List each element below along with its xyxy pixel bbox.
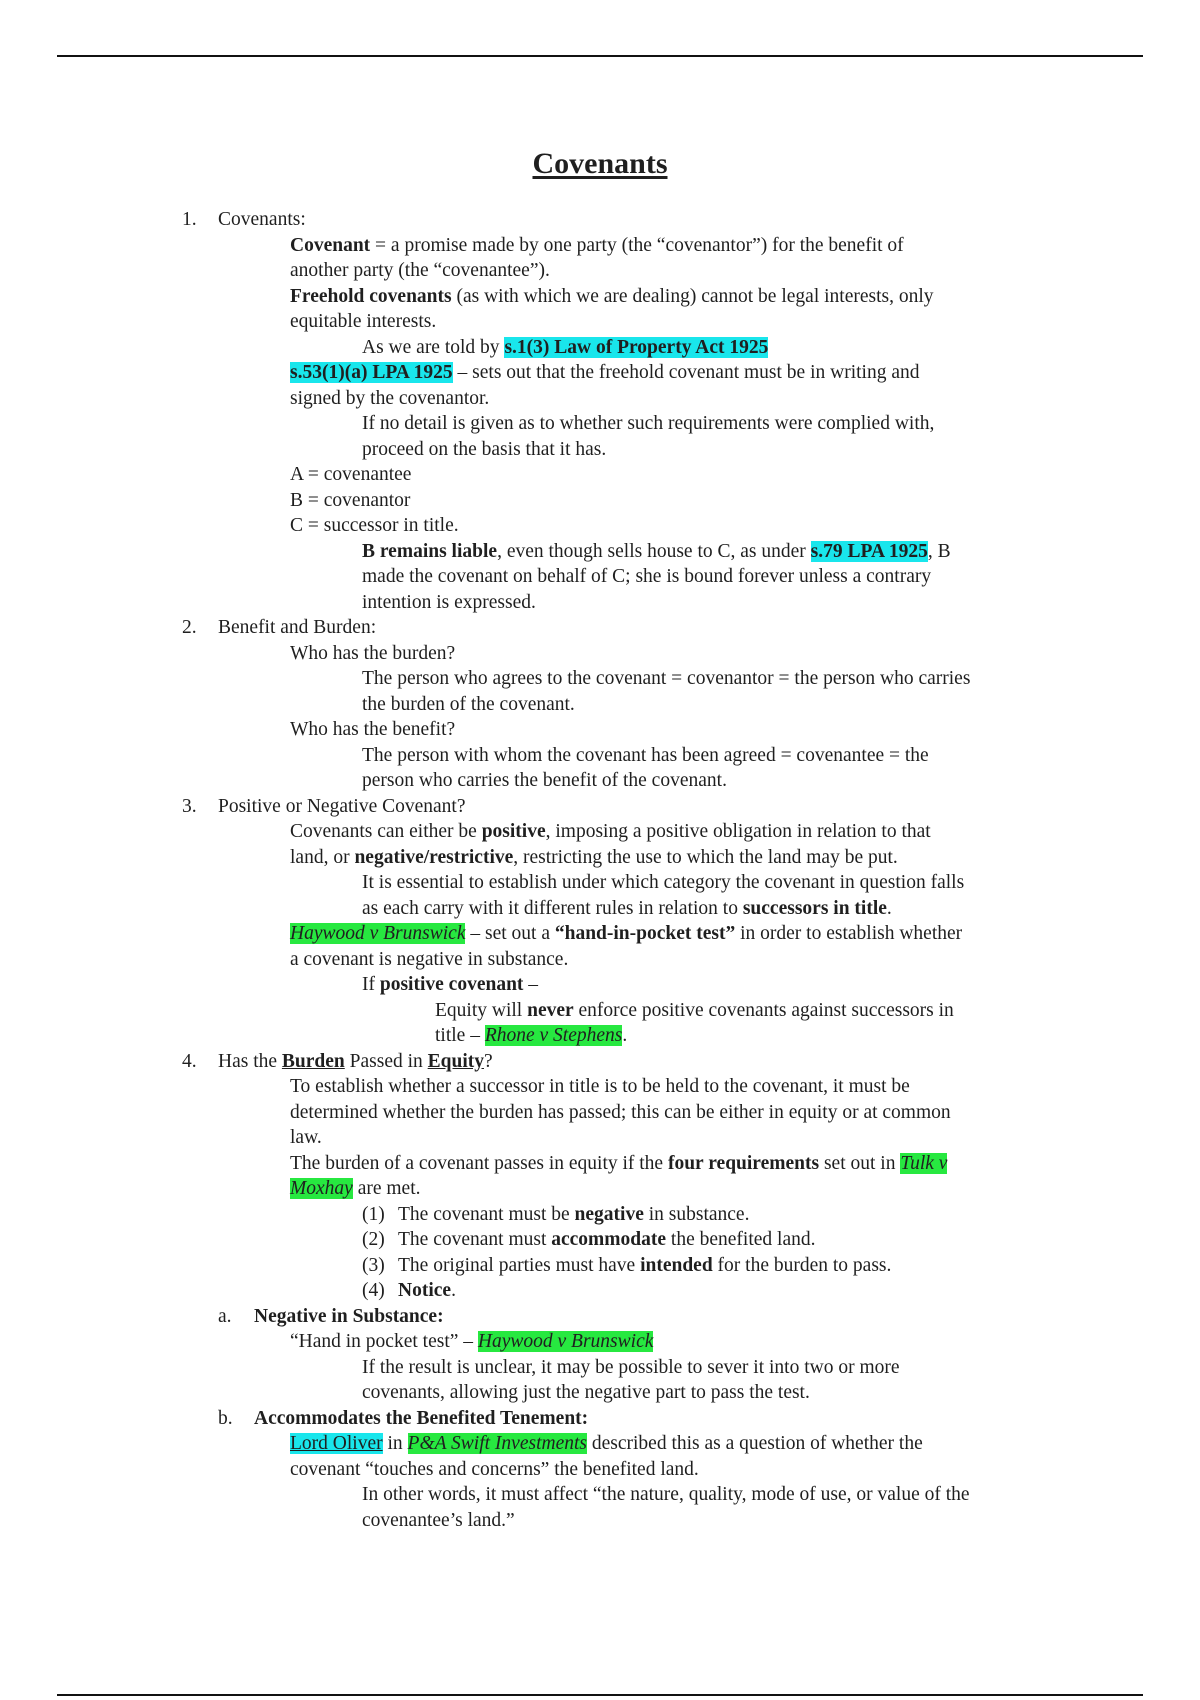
statute-citation: s.79 LPA 1925 xyxy=(810,540,928,562)
page-title: Covenants xyxy=(532,147,668,180)
text-line: title – Rhone v Stephens. xyxy=(435,1025,628,1046)
case-citation: Rhone v Stephens xyxy=(484,1025,623,1046)
text-line: Covenant = a promise made by one party (the “covenantor”) for the benefit of xyxy=(290,234,904,256)
section-2-heading: 2. Benefit and Burden: xyxy=(182,617,377,638)
text-line: intention is expressed. xyxy=(362,591,536,613)
case-citation: Moxhay xyxy=(290,1178,353,1199)
text-line: Equity will never enforce positive covenants against successors in xyxy=(435,999,954,1021)
text-line: “Hand in pocket test” – Haywood v Brunswick xyxy=(290,1331,654,1352)
text-line: made the covenant on behalf of C; she is bound forever unless a contrary xyxy=(362,566,932,587)
text-line: as each carry with it different rules in relation to successors in title. xyxy=(362,897,892,919)
case-citation: Haywood v Brunswick xyxy=(477,1331,654,1352)
text-line: Freehold covenants (as with which we are dealing) cannot be legal interests, only xyxy=(290,285,934,307)
section-4-heading: 4. Has the Burden Passed in Equity? xyxy=(182,1050,493,1072)
text-line: Covenants can either be positive, imposing a positive obligation in relation to that xyxy=(290,821,931,842)
text-line: If the result is unclear, it may be possible to sever it into two or more xyxy=(362,1356,900,1378)
requirement-item: (4) Notice. xyxy=(362,1280,456,1301)
text-line: person who carries the benefit of the covenant. xyxy=(362,770,727,791)
document-body xyxy=(0,207,1200,1533)
subsection-b-heading: b. Accommodates the Benefited Tenement: xyxy=(218,1407,589,1429)
text-line: signed by the covenantor. xyxy=(290,387,490,409)
subsection-a-heading: a. Negative in Substance: xyxy=(218,1305,444,1327)
text-line: law. xyxy=(290,1127,322,1148)
text-line: In other words, it must affect “the nature, quality, mode of use, or value of the xyxy=(362,1484,970,1505)
text-line: A = covenantee xyxy=(290,464,412,485)
text-line: the burden of the covenant. xyxy=(362,693,575,715)
text-line: The person with whom the covenant has been agreed = covenantee = the xyxy=(362,744,929,766)
text-line: Lord Oliver in P&A Swift Investments described this as a question of whether the xyxy=(290,1433,923,1454)
requirement-item: (2) The covenant must accommodate the benefited land. xyxy=(362,1229,816,1250)
text-line: To establish whether a successor in title is to be held to the covenant, it must be xyxy=(290,1076,910,1097)
case-citation: Tulk v xyxy=(900,1152,948,1174)
text-line: Who has the benefit? xyxy=(290,719,456,740)
requirement-item: (3) The original parties must have intended for the burden to pass. xyxy=(362,1254,892,1276)
text-line: equitable interests. xyxy=(290,311,437,332)
text-line: The burden of a covenant passes in equity if the four requirements set out in Tulk v xyxy=(290,1152,948,1174)
text-line: B = covenantor xyxy=(290,489,411,511)
case-citation: P&A Swift Investments xyxy=(407,1433,587,1454)
text-line: another party (the “covenantee”). xyxy=(290,260,550,281)
text-line: If positive covenant – xyxy=(362,974,539,995)
case-citation: Haywood v Brunswick xyxy=(290,923,466,944)
text-line: Who has the burden? xyxy=(290,642,456,664)
statute-citation: s.53(1)(a) LPA 1925 xyxy=(290,362,453,383)
section-1-heading: 1. Covenants: xyxy=(182,209,306,230)
requirement-item: (1) The covenant must be negative in substance. xyxy=(362,1203,750,1225)
text-line: s.53(1)(a) LPA 1925 – sets out that the freehold covenant must be in writing and xyxy=(290,362,920,383)
text-line: B remains liable, even though sells house to C, as under s.79 LPA 1925, B xyxy=(362,540,951,562)
text-line: determined whether the burden has passed; this can be either in equity or at common xyxy=(290,1101,951,1123)
text-line: C = successor in title. xyxy=(290,515,459,536)
text-line: The person who agrees to the covenant = covenantor = the person who carries xyxy=(362,668,971,689)
text-line: a covenant is negative in substance. xyxy=(290,948,569,970)
text-line: Moxhay are met. xyxy=(290,1178,421,1199)
text-line: covenants, allowing just the negative part to pass the test. xyxy=(362,1382,810,1403)
statute-citation: s.1(3) Law of Property Act 1925 xyxy=(504,336,769,358)
judge-name: Lord Oliver xyxy=(290,1433,383,1454)
text-line: land, or negative/restrictive, restricting the use to which the land may be put. xyxy=(290,846,898,868)
text-line: covenantee’s land.” xyxy=(362,1509,515,1531)
footer-rule xyxy=(57,1694,1143,1696)
text-line: If no detail is given as to whether such requirements were complied with, xyxy=(362,413,935,434)
text-line: Haywood v Brunswick – set out a “hand-in-pocket test” in order to establish whether xyxy=(290,923,963,944)
text-line: It is essential to establish under which category the covenant in question falls xyxy=(362,872,965,893)
text-line: proceed on the basis that it has. xyxy=(362,438,607,460)
text-line: As we are told by s.1(3) Law of Property Act 1925 xyxy=(362,336,769,358)
section-3-heading: 3. Positive or Negative Covenant? xyxy=(182,795,466,817)
text-line: covenant “touches and concerns” the benefited land. xyxy=(290,1458,699,1480)
header-rule xyxy=(57,55,1143,57)
